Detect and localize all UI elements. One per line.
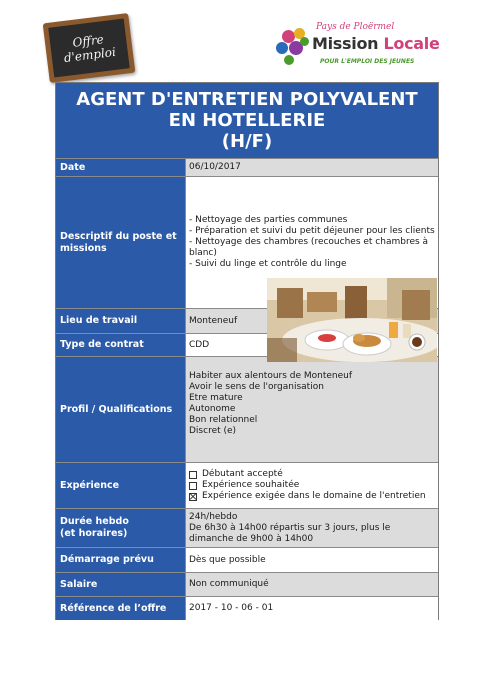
duree-line: De 6h30 à 14h00 répartis sur 3 jours, plus le xyxy=(189,522,391,533)
row-salaire-label: Salaire xyxy=(56,573,185,596)
descriptif-item: - Suivi du linge et contrôle du linge xyxy=(189,259,347,269)
profil-item: Discret (e) xyxy=(189,426,237,436)
row-date-label: Date xyxy=(56,159,185,176)
row-demarrage xyxy=(56,547,438,572)
checkbox-unchecked-icon[interactable] xyxy=(189,471,197,479)
profil-item: Etre mature xyxy=(189,393,243,403)
logo-title-mission: Mission xyxy=(312,34,384,53)
badge-line-1: Offre xyxy=(71,32,105,50)
job-title-line-1: AGENT D'ENTRETIEN POLYVALENT xyxy=(76,89,418,110)
row-experience-value xyxy=(185,463,438,508)
descriptif-item: - Nettoyage des chambres (recouches et chambres à blanc) xyxy=(189,237,429,258)
row-reference xyxy=(56,596,438,620)
row-profil-label: Profil / Qualifications xyxy=(56,357,185,462)
row-experience xyxy=(56,462,438,508)
row-lieu-label: Lieu de travail xyxy=(56,309,185,333)
experience-option-label: Expérience souhaitée xyxy=(202,480,300,490)
row-reference-label: Référence de l’offre xyxy=(56,597,185,620)
row-profil-value xyxy=(185,357,438,462)
job-title-line-2: EN HOTELLERIE xyxy=(168,110,326,131)
row-duree-label-line-1: Durée hebdo xyxy=(60,516,129,527)
row-salaire-value: Non communiqué xyxy=(185,573,438,596)
row-experience-label: Expérience xyxy=(56,463,185,508)
logo-tagline: POUR L'EMPLOI DES JEUNES xyxy=(320,58,415,65)
row-duree-label xyxy=(56,509,185,547)
offre-emploi-badge xyxy=(43,13,136,83)
experience-option-debutant[interactable] xyxy=(189,469,426,480)
badge-line-2: d'emploi xyxy=(63,44,117,66)
descriptif-item: - Nettoyage des parties communes xyxy=(189,215,348,225)
logo-balls-icon xyxy=(276,28,312,68)
row-profil xyxy=(56,356,438,462)
row-demarrage-label: Démarrage prévu xyxy=(56,548,185,572)
row-descriptif-label: Descriptif du poste et missions xyxy=(56,177,185,308)
row-date-value: 06/10/2017 xyxy=(185,159,438,176)
profil-item: Habiter aux alentours de Monteneuf xyxy=(189,371,353,381)
profil-item: Bon relationnel xyxy=(189,415,258,425)
chalkboard-icon xyxy=(48,19,130,78)
experience-option-label: Débutant accepté xyxy=(202,469,283,479)
profil-item: Autonome xyxy=(189,404,236,414)
logo-title xyxy=(312,34,440,53)
row-date xyxy=(56,158,438,176)
logo-title-locale: Locale xyxy=(383,34,440,53)
experience-option-exigee[interactable] xyxy=(189,491,426,502)
row-lieu-value: Monteneuf xyxy=(185,309,438,333)
breakfast-photo-illustration xyxy=(267,278,437,362)
row-contrat-value: CDD xyxy=(185,334,438,356)
mission-locale-logo xyxy=(276,22,446,78)
row-contrat-label: Type de contrat xyxy=(56,334,185,356)
experience-option-label: Expérience exigée dans le domaine de l'entretien xyxy=(202,491,426,501)
job-title-line-3: (H/F) xyxy=(221,131,273,152)
row-reference-value: 2017 - 10 - 06 - 01 xyxy=(185,597,438,620)
breakfast-photo xyxy=(267,278,437,362)
checkbox-checked-icon[interactable] xyxy=(189,493,197,501)
job-title xyxy=(56,83,438,158)
duree-line: dimanche de 9h00 à 14h00 xyxy=(189,533,314,544)
row-salaire xyxy=(56,572,438,596)
row-duree-value xyxy=(185,509,438,547)
duree-line: 24h/hebdo xyxy=(189,511,238,522)
experience-option-souhaitee[interactable] xyxy=(189,480,426,491)
checkbox-unchecked-icon[interactable] xyxy=(189,482,197,490)
logo-pays: Pays de Ploërmel xyxy=(316,22,395,32)
row-demarrage-value: Dès que possible xyxy=(185,548,438,572)
profil-item: Avoir le sens de l'organisation xyxy=(189,382,324,392)
row-duree-label-line-2: (et horaires) xyxy=(60,528,128,539)
descriptif-item: - Préparation et suivi du petit déjeuner pour les clients xyxy=(189,226,435,236)
row-duree xyxy=(56,508,438,547)
